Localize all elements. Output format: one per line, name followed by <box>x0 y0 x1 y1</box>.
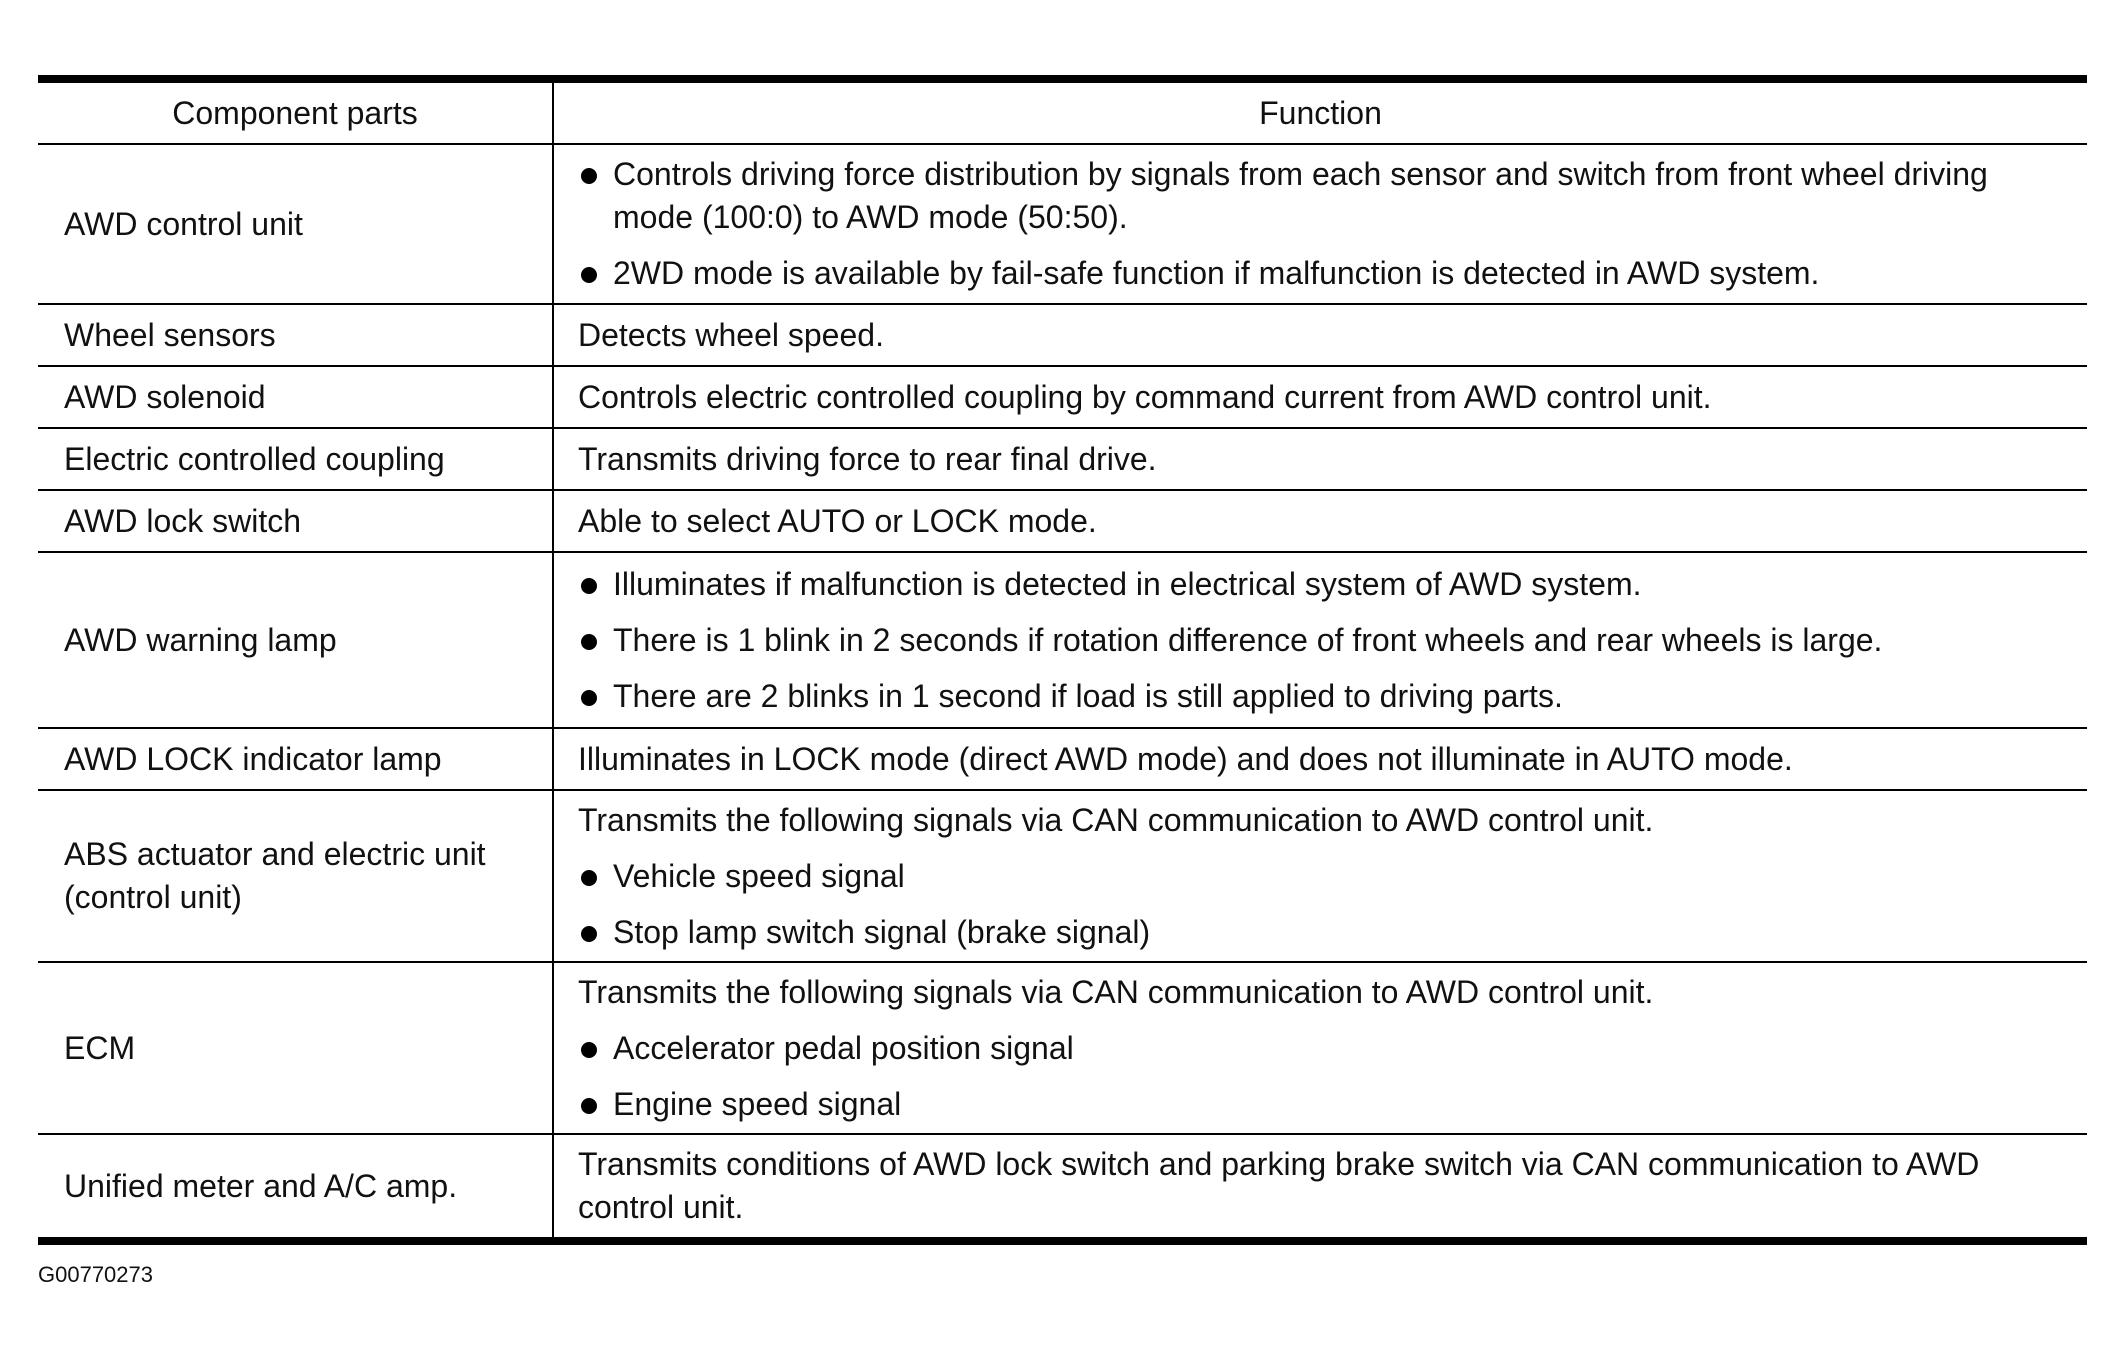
bullet-item <box>578 911 2067 954</box>
table-row <box>38 428 2087 490</box>
component-cell: Wheel sensors <box>38 304 553 366</box>
component-cell: AWD solenoid <box>38 366 553 428</box>
function-cell: Transmits driving force to rear final drive. <box>553 428 2087 490</box>
bullet-dot-icon <box>581 267 597 283</box>
bullet-text: Illuminates if malfunction is detected in electrical system of AWD system. <box>613 565 1642 602</box>
bullet-text: 2WD mode is available by fail-safe function if malfunction is detected in AWD system. <box>613 255 1820 291</box>
component-cell: AWD lock switch <box>38 490 553 552</box>
table-row <box>38 144 2087 304</box>
function-cell: Detects wheel speed. <box>553 304 2087 366</box>
function-cell <box>553 790 2087 962</box>
table-row <box>38 728 2087 790</box>
component-cell: AWD warning lamp <box>38 552 553 728</box>
bullet-item <box>578 619 2067 662</box>
component-cell: AWD LOCK indicator lamp <box>38 728 553 790</box>
bullet-dot-icon <box>581 870 597 886</box>
bullet-dot-icon <box>581 1098 597 1114</box>
table-row <box>38 304 2087 366</box>
table-row <box>38 790 2087 962</box>
bullet-text: Controls driving force distribution by signals from each sensor and switch from front wheel driving mode (100:0) to AWD mode (50:50). <box>613 156 1988 235</box>
bullet-list <box>578 1027 2067 1126</box>
table-header-row <box>38 83 2087 144</box>
component-function-table <box>38 83 2087 1237</box>
bullet-item <box>578 1083 2067 1126</box>
bullet-list <box>578 563 2067 718</box>
function-cell <box>553 144 2087 304</box>
bullet-list <box>578 153 2067 295</box>
bullet-item <box>578 855 2067 898</box>
bullet-dot-icon <box>581 690 597 706</box>
function-cell <box>553 552 2087 728</box>
function-cell: Transmits conditions of AWD lock switch and parking brake switch via CAN communication to AWD control unit. <box>553 1134 2087 1237</box>
component-cell: AWD control unit <box>38 144 553 304</box>
bullet-text: Engine speed signal <box>613 1085 902 1122</box>
function-cell: Illuminates in LOCK mode (direct AWD mode) and does not illuminate in AUTO mode. <box>553 728 2087 790</box>
component-function-table-wrapper <box>38 75 2087 1245</box>
bullet-dot-icon <box>581 168 597 184</box>
bullet-dot-icon <box>581 926 597 942</box>
bullet-dot-icon <box>581 578 597 594</box>
bullet-item <box>578 1027 2067 1070</box>
function-cell <box>553 962 2087 1134</box>
function-cell: Controls electric controlled coupling by command current from AWD control unit. <box>553 366 2087 428</box>
column-header-component-parts: Component parts <box>38 83 553 144</box>
table-row <box>38 1134 2087 1237</box>
bullet-item <box>578 153 2067 239</box>
component-cell: Electric controlled coupling <box>38 428 553 490</box>
bullet-text: There is 1 blink in 2 seconds if rotation difference of front wheels and rear wheels is large. <box>613 621 1883 658</box>
bullet-text: Vehicle speed signal <box>613 857 905 894</box>
figure-id-caption: G00770273 <box>38 1262 153 1287</box>
bullet-text: Stop lamp switch signal (brake signal) <box>613 913 1151 950</box>
function-intro-text: Transmits the following signals via CAN communication to AWD control unit. <box>578 973 1654 1010</box>
table-row <box>38 552 2087 728</box>
table-row <box>38 490 2087 552</box>
bullet-item <box>578 675 2067 718</box>
table-row <box>38 366 2087 428</box>
bullet-text: There are 2 blinks in 1 second if load is still applied to driving parts. <box>613 677 1563 714</box>
component-cell: ABS actuator and electric unit (control unit) <box>38 790 553 962</box>
component-cell: Unified meter and A/C amp. <box>38 1134 553 1237</box>
bullet-list <box>578 855 2067 954</box>
function-cell: Able to select AUTO or LOCK mode. <box>553 490 2087 552</box>
bullet-text: Accelerator pedal position signal <box>613 1029 1074 1066</box>
function-intro-text: Transmits the following signals via CAN communication to AWD control unit. <box>578 801 1654 838</box>
component-cell: ECM <box>38 962 553 1134</box>
bullet-dot-icon <box>581 1042 597 1058</box>
bullet-item <box>578 563 2067 606</box>
bullet-dot-icon <box>581 634 597 650</box>
column-header-function: Function <box>553 83 2087 144</box>
bullet-item <box>578 252 2067 295</box>
table-row <box>38 962 2087 1134</box>
